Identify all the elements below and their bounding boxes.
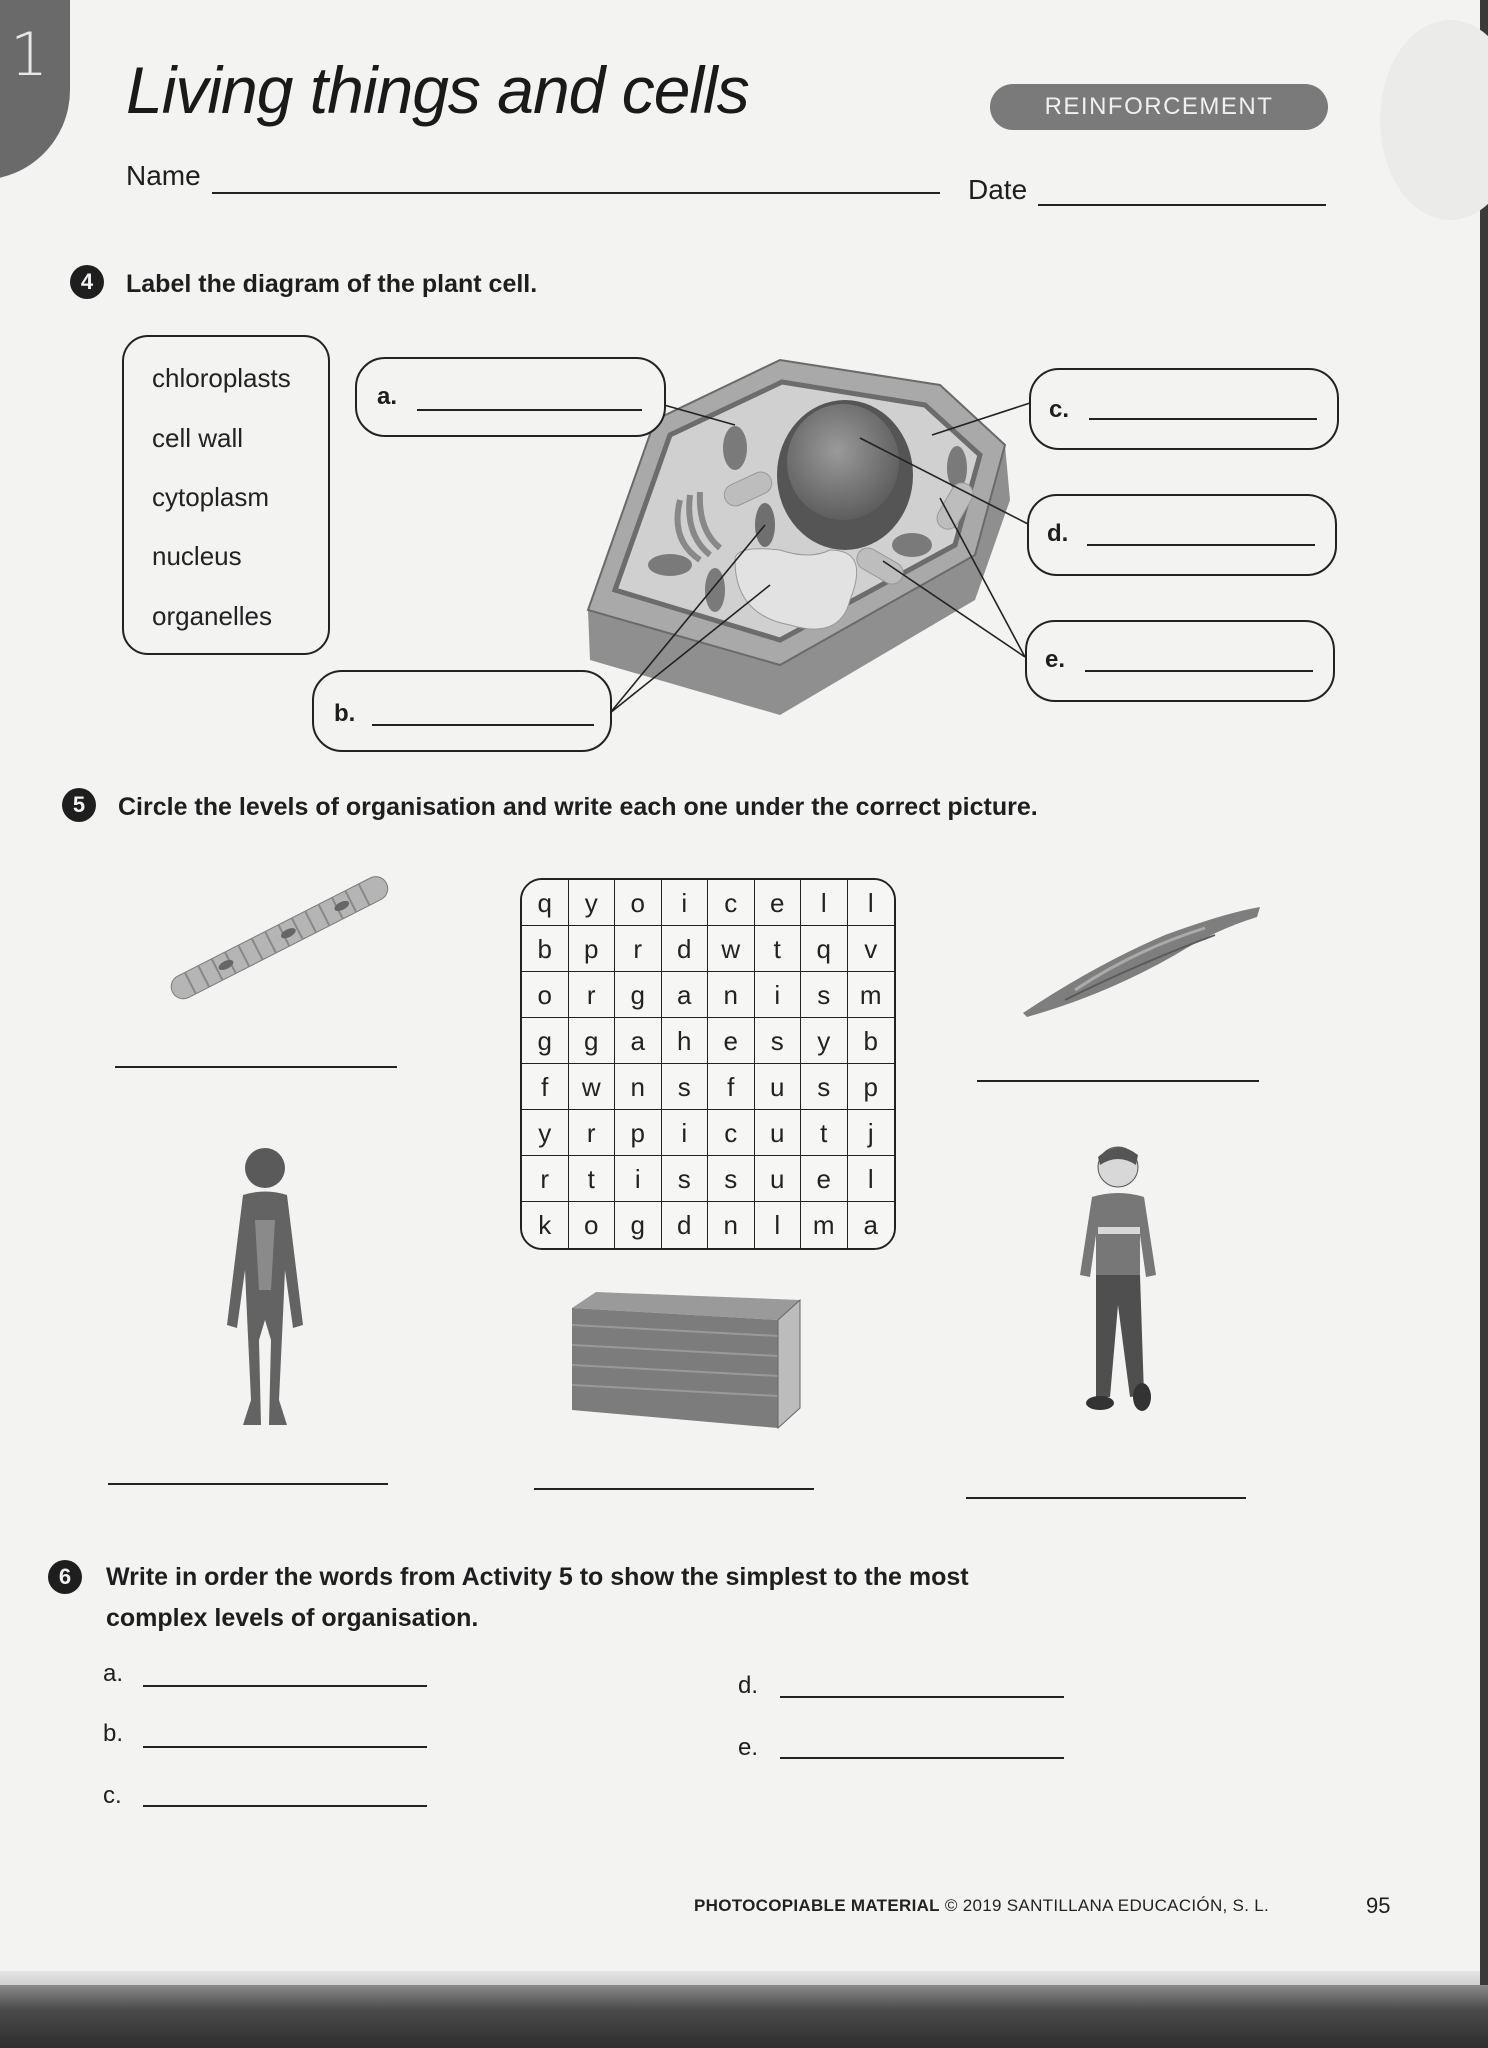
activity-6-number: 6 (48, 1560, 82, 1594)
grid-cell[interactable]: c (708, 880, 755, 926)
grid-cell[interactable]: d (662, 1202, 709, 1248)
grid-cell[interactable]: u (755, 1110, 802, 1156)
reinforcement-badge: REINFORCEMENT (990, 84, 1328, 130)
unit-number: 1 (10, 20, 49, 90)
grid-cell[interactable]: i (755, 972, 802, 1018)
grid-cell[interactable]: u (755, 1064, 802, 1110)
picture-5-answer-field[interactable] (966, 1497, 1246, 1499)
grid-cell[interactable]: s (662, 1156, 709, 1202)
grid-cell[interactable]: r (569, 972, 616, 1018)
order-item-letter: b. (103, 1720, 124, 1747)
label-box-a (355, 357, 666, 437)
grid-cell[interactable]: n (708, 972, 755, 1018)
grid-cell[interactable]: g (615, 1202, 662, 1248)
word-bank-item: organelles (152, 601, 272, 631)
grid-cell[interactable]: k (522, 1202, 569, 1248)
grid-cell[interactable]: u (755, 1156, 802, 1202)
grid-cell[interactable]: w (708, 926, 755, 972)
activity-6-instruction-line2: complex levels of organisation. (106, 1604, 479, 1632)
boy-organism-image (1060, 1135, 1180, 1425)
picture-2-answer-field[interactable] (977, 1080, 1259, 1082)
grid-cell[interactable]: d (662, 926, 709, 972)
word-bank-item: chloroplasts (152, 363, 291, 393)
grid-cell[interactable]: f (708, 1064, 755, 1110)
page-number: 95 (1366, 1893, 1391, 1918)
grid-cell[interactable]: y (569, 880, 616, 926)
scanner-edge (0, 1985, 1488, 2048)
muscle-tissue-block-image (568, 1290, 808, 1430)
grid-cell[interactable]: q (801, 926, 848, 972)
copyright-footer (694, 1896, 1269, 1916)
grid-cell[interactable]: s (801, 972, 848, 1018)
word-bank-item: cell wall (152, 423, 244, 453)
grid-cell[interactable]: n (708, 1202, 755, 1248)
grid-cell[interactable]: s (755, 1018, 802, 1064)
grid-cell[interactable]: l (848, 1156, 895, 1202)
muscular-system-image (205, 1140, 325, 1430)
picture-3-answer-field[interactable] (108, 1483, 388, 1485)
grid-cell[interactable]: l (801, 880, 848, 926)
label-e-answer-field[interactable] (1085, 670, 1313, 672)
grid-cell[interactable]: e (755, 880, 802, 926)
grid-cell[interactable]: s (662, 1064, 709, 1110)
grid-cell[interactable]: m (848, 972, 895, 1018)
grid-cell[interactable]: p (615, 1110, 662, 1156)
grid-cell[interactable]: c (708, 1110, 755, 1156)
label-letter: e. (1045, 646, 1066, 673)
grid-cell[interactable]: o (615, 880, 662, 926)
order-a-answer-field[interactable] (143, 1685, 427, 1687)
grid-cell[interactable]: b (848, 1018, 895, 1064)
grid-cell[interactable]: t (801, 1110, 848, 1156)
picture-4-answer-field[interactable] (534, 1488, 814, 1490)
activity-5-number: 5 (62, 788, 96, 822)
grid-cell[interactable]: p (569, 926, 616, 972)
grid-cell[interactable]: s (708, 1156, 755, 1202)
grid-cell[interactable]: o (522, 972, 569, 1018)
grid-cell[interactable]: b (522, 926, 569, 972)
order-b-answer-field[interactable] (143, 1746, 427, 1748)
grid-cell[interactable]: i (615, 1156, 662, 1202)
label-letter: a. (377, 383, 398, 410)
activity-4-number: 4 (70, 265, 104, 299)
order-d-answer-field[interactable] (780, 1696, 1064, 1698)
grid-cell[interactable]: q (522, 880, 569, 926)
activity-6-instruction-line1: Write in order the words from Activity 5 to show the simplest to the most (106, 1563, 969, 1591)
grid-cell[interactable]: e (708, 1018, 755, 1064)
name-label: Name (126, 160, 201, 191)
label-box-c (1029, 368, 1339, 450)
grid-cell[interactable]: l (755, 1202, 802, 1248)
label-letter: d. (1047, 520, 1069, 547)
footer-rest: © 2019 SANTILLANA EDUCACIÓN, S. L. (944, 1896, 1270, 1915)
grid-cell[interactable]: g (522, 1018, 569, 1064)
order-item-letter: e. (738, 1734, 759, 1761)
label-box-e (1025, 620, 1335, 702)
activity-4-instruction: Label the diagram of the plant cell. (126, 270, 538, 298)
order-item-letter: d. (738, 1672, 759, 1699)
grid-cell[interactable]: r (522, 1156, 569, 1202)
grid-cell[interactable]: y (801, 1018, 848, 1064)
label-letter: c. (1049, 396, 1070, 423)
grid-cell[interactable]: i (662, 880, 709, 926)
grid-cell[interactable]: f (522, 1064, 569, 1110)
label-box-d (1027, 494, 1337, 576)
grid-cell[interactable]: s (801, 1064, 848, 1110)
order-item-letter: a. (103, 1660, 124, 1687)
word-bank-item: nucleus (152, 541, 242, 571)
word-bank-item: cytoplasm (152, 482, 270, 512)
grid-cell[interactable]: n (615, 1064, 662, 1110)
grid-cell[interactable]: w (569, 1064, 616, 1110)
grid-cell[interactable]: m (801, 1202, 848, 1248)
grid-cell[interactable]: r (569, 1110, 616, 1156)
picture-1-answer-field[interactable] (115, 1066, 397, 1068)
muscle-organ-image (1015, 895, 1265, 1025)
label-d-answer-field[interactable] (1087, 544, 1315, 546)
order-item-letter: c. (103, 1782, 122, 1809)
order-e-answer-field[interactable] (780, 1757, 1064, 1759)
grid-cell[interactable]: g (615, 972, 662, 1018)
order-c-answer-field[interactable] (143, 1805, 427, 1807)
footer-bold: PHOTOCOPIABLE MATERIAL (694, 1896, 940, 1915)
muscle-fibre-cell-image (150, 870, 400, 1010)
grid-cell[interactable]: e (801, 1156, 848, 1202)
activity-5-instruction: Circle the levels of organisation and write each one under the correct picture. (118, 793, 1038, 821)
grid-cell[interactable]: l (848, 880, 895, 926)
grid-cell[interactable]: a (848, 1202, 895, 1248)
page-title: Living things and cells (126, 53, 749, 127)
grid-cell[interactable]: p (848, 1064, 895, 1110)
grid-cell[interactable]: y (522, 1110, 569, 1156)
label-a-answer-field[interactable] (417, 409, 642, 411)
label-box-b (312, 670, 612, 752)
label-b-answer-field[interactable] (372, 724, 594, 726)
date-label: Date (968, 174, 1028, 205)
grid-cell[interactable]: r (615, 926, 662, 972)
grid-cell[interactable]: t (569, 1156, 616, 1202)
grid-cell[interactable]: h (662, 1018, 709, 1064)
grid-cell[interactable]: v (848, 926, 895, 972)
grid-cell[interactable]: a (662, 972, 709, 1018)
grid-cell[interactable]: o (569, 1202, 616, 1248)
grid-cell[interactable]: a (615, 1018, 662, 1064)
word-search-grid[interactable] (520, 878, 896, 1250)
label-letter: b. (334, 700, 356, 727)
grid-cell[interactable]: g (569, 1018, 616, 1064)
grid-cell[interactable]: j (848, 1110, 895, 1156)
grid-cell[interactable]: i (662, 1110, 709, 1156)
label-c-answer-field[interactable] (1089, 418, 1317, 420)
grid-cell[interactable]: t (755, 926, 802, 972)
